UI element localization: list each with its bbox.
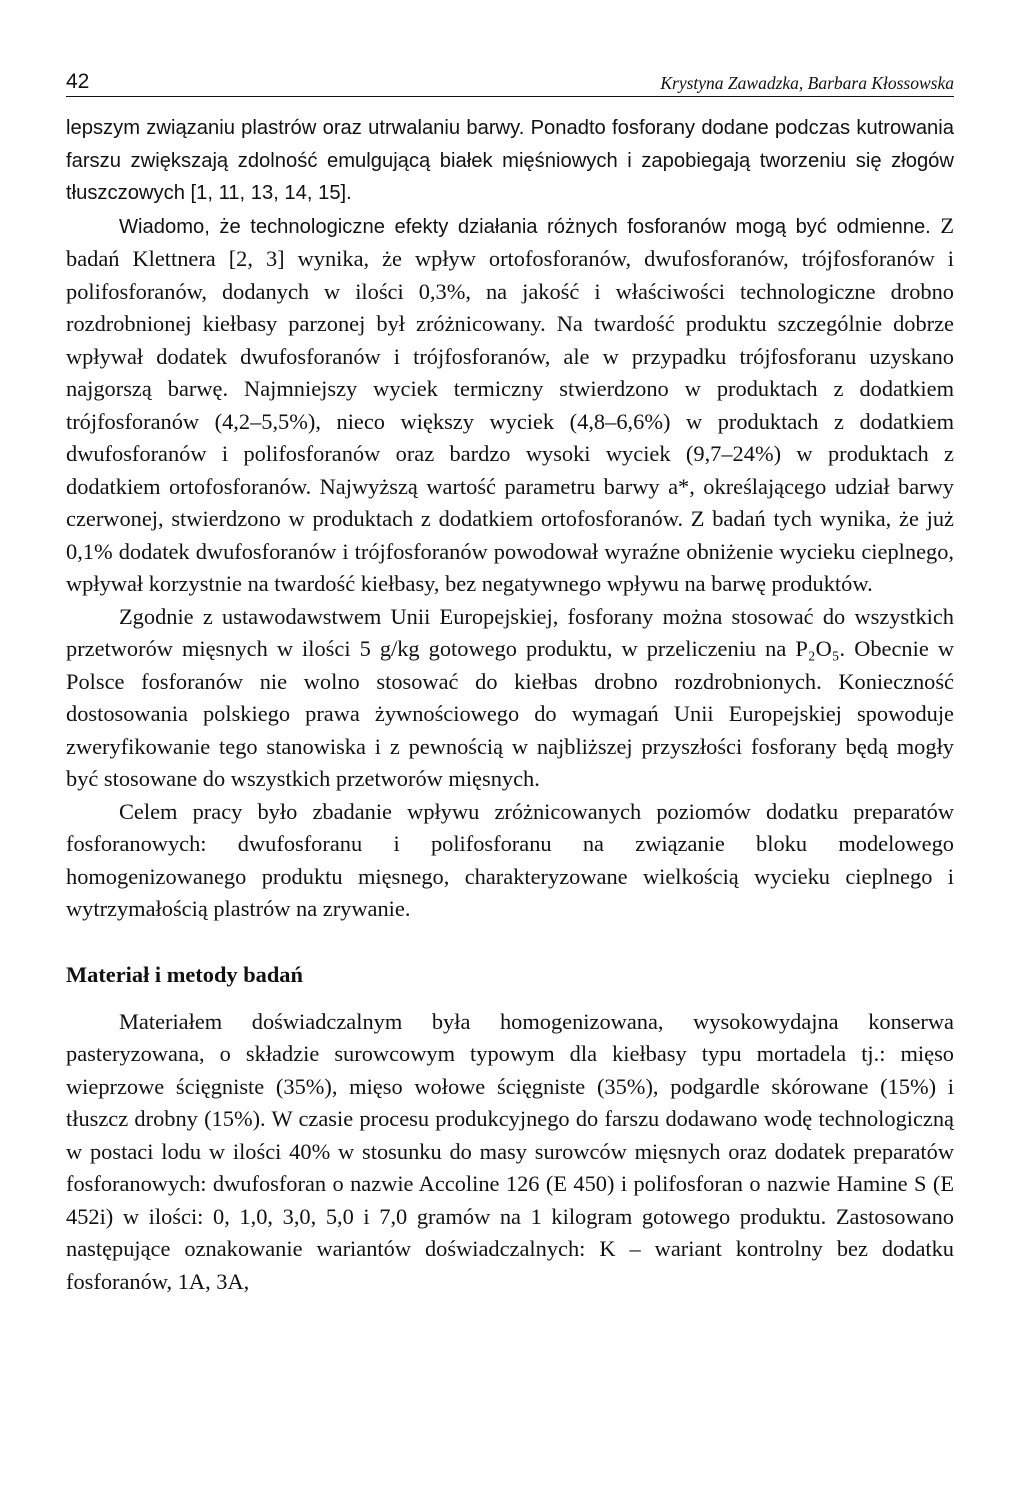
paragraph-materials: Materiałem doświadczalnym była homogenizowana, wysokowydajna konserwa pasteryzowana, o składzie surowcowym typowym dla kiełbasy typu mortadela tj.: mięso wieprzowe ścięgniste (35%), mięso wołowe ścięgniste (35%), podgardle skórowane (15%) i tłuszcz drobny (15%). W czasie procesu produkcyjnego do farszu dodawano wodę technologiczną w postaci lodu w ilości 40% w stosunku do masy surowców mięsnych oraz dodatek preparatów fosforanowych: dwufosforan o nazwie Accoline 126 (E 450) i polifosforan o nazwie Hamine S (E 452i) w ilości: 0, 1,0, 3,0, 5,0 i 7,0 gramów na 1 kilogram gotowego produktu. Zastosowano następujące oznakowanie wariantów doświadczalnych: K – wariant kontrolny bez dodatku fosforanów, 1A, 3A, bbox=[66, 1008, 954, 1294]
paragraph-klettner-body: Z badań Klettnera [2, 3] wynika, że wpływ ortofosforanów, dwufosforanów, trójfosforanów i polifosforanów, dodanych w ilości 0,3%, na jakość i właściwości technologiczne drobno rozdrobnionej kiełbasy parzonej był zróżnicowany. Na twardość produktu szczególnie dobrze wpływał dodatek dwufosforanów i trójfosforanów, ale w przypadku trójfosforanu uzyskano najgorszą barwę. Najmniejszy wyciek termiczny stwierdzono w produktach z dodatkiem trójfosforanów (4,2–5,5%), nieco większy wyciek (4,8–6,6%) w produktach z dodatkiem dwufosforanów i polifosforanów oraz bardzo wysoki wyciek (9,7–24%) w produktach z dodatkiem ortofosforanów. Najwyższą wartość parametru barwy a*, określającego udział barwy czerwonej, stwierdzono w produktach z dodatkiem ortofosforanów. Z badań tych wynika, że już 0,1% dodatek dwufosforanów i trójfosforanów powodował wyraźne obniżenie wycieku cieplnego, wpływał korzystnie na twardość kiełbasy, bez negatywnego wpływu na barwę produktów. bbox=[66, 212, 954, 596]
paragraph-eu-regulation: Zgodnie z ustawodawstwem Unii Europejskiej, fosforany można stosować do wszystkich przetworów mięsnych w ilości 5 g/kg gotowego produktu, w przeliczeniu na P₂O₅. Obecnie w Polsce fosforanów nie wolno stosować do kiełbas drobno rozdrobnionych. Konieczność dostosowania polskiego prawa żywnościowego do wymagań Unii Europejskiej spowoduje zweryfikowanie tego stanowiska i z pewnością w najbliższej przyszłości fosforany będą mogły być stosowane do wszystkich przetworów mięsnych. bbox=[66, 603, 954, 791]
running-head: Krystyna Zawadzka, Barbara Kłossowska bbox=[660, 73, 954, 93]
section-heading-materials-methods: Materiał i metody badań bbox=[66, 961, 303, 987]
page-header bbox=[66, 60, 954, 97]
paragraph-intro-continuation: lepszym związaniu plastrów oraz utrwalaniu barwy. Ponadto fosforany dodane podczas kutrowania farszu zwiększają zdolność emulgującą białek mięśniowych i zapobiegają tworzeniu się złogów tłuszczowych [1, 11, 13, 14, 15]. bbox=[66, 117, 954, 204]
paragraph-klettner-lead: Wiadomo, że technologiczne efekty działania różnych fosforanów mogą być odmienne. bbox=[119, 215, 931, 238]
paragraph-klettner-study bbox=[66, 210, 954, 601]
body-text bbox=[66, 112, 954, 926]
paragraph-aim: Celem pracy było zbadanie wpływu zróżnicowanych poziomów dodatku preparatów fosforanowych: dwufosforanu i polifosforanu na związanie bloku modelowego homogenizowanego produktu mięsnego, charakteryzowane wielkością wycieku cieplnego i wytrzymałością plastrów na zrywanie. bbox=[66, 798, 954, 921]
page-number: 42 bbox=[66, 70, 90, 93]
document-page bbox=[66, 60, 954, 1298]
